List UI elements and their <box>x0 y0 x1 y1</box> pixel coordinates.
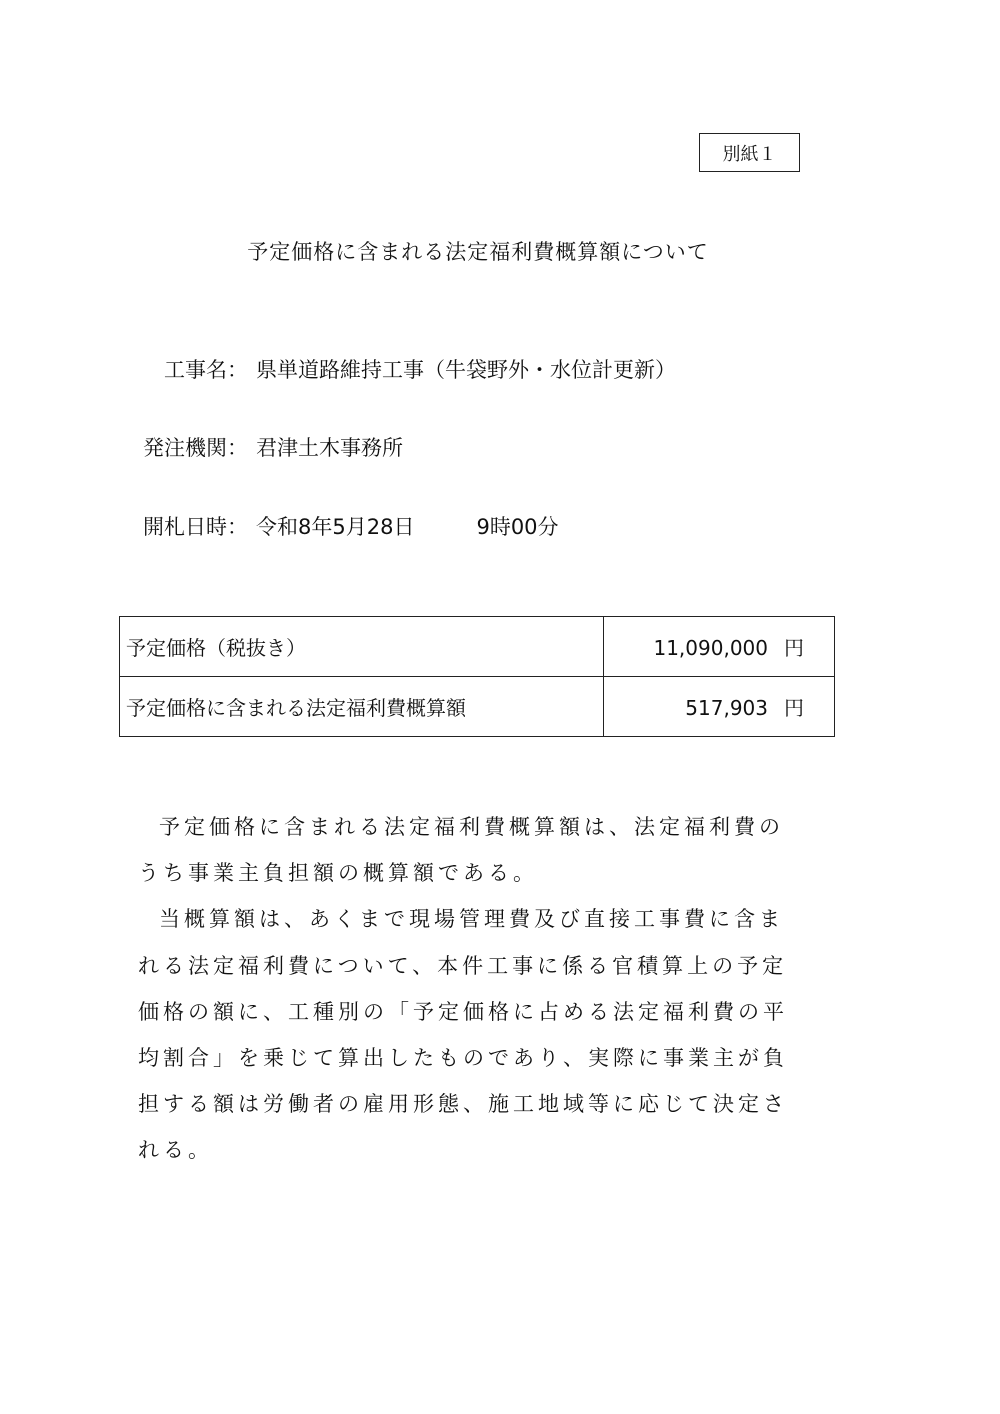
price-name: 予定価格（税抜き） <box>120 617 604 677</box>
price-unit: 円 <box>784 636 804 660</box>
welfare-unit: 円 <box>784 696 804 720</box>
koji-value: 県単道路維持工事（牛袋野外・水位計更新） <box>256 358 676 382</box>
kaisatsu-time: 9時00分 <box>476 515 559 539</box>
hacchu-label: 発注機関： <box>143 436 248 460</box>
welfare-amount-cell <box>604 677 835 737</box>
explanation-text <box>138 804 798 1174</box>
kaisatsu-label: 開札日時： <box>143 515 248 539</box>
note-paragraph: 予定価格に含まれる法定福利費概算額は、法定福利費のうち事業主負担額の概算額である。 <box>138 815 784 886</box>
price-table <box>119 616 835 737</box>
kaisatsu-row <box>124 511 559 541</box>
document-title: 予定価格に含まれる法定福利費概算額について <box>247 240 709 264</box>
price-amount-cell <box>604 617 835 677</box>
hacchu-value: 君津土木事務所 <box>256 436 403 460</box>
koji-row <box>152 354 676 384</box>
attachment-label: 別紙１ <box>699 133 800 172</box>
welfare-name: 予定価格に含まれる法定福利費概算額 <box>120 677 604 737</box>
price-amount: 11,090,000 <box>653 636 768 660</box>
table-row <box>120 677 835 737</box>
koji-label: 工事名： <box>164 358 248 382</box>
welfare-amount: 517,903 <box>685 696 768 720</box>
note-paragraph: 当概算額は、あくまで現場管理費及び直接工事費に含まれる法定福利費について、本件工事に係る官積算上の予定価格の額に、工種別の「予定価格に占める法定福利費の平均割合」を乗じて算出したものであり、実際に事業主が負担する額は労働者の雇用形態、施工地域等に応じて決定される。 <box>138 907 788 1163</box>
kaisatsu-date: 令和8年5月28日 <box>256 515 415 539</box>
hacchu-row <box>124 432 403 462</box>
table-row <box>120 617 835 677</box>
